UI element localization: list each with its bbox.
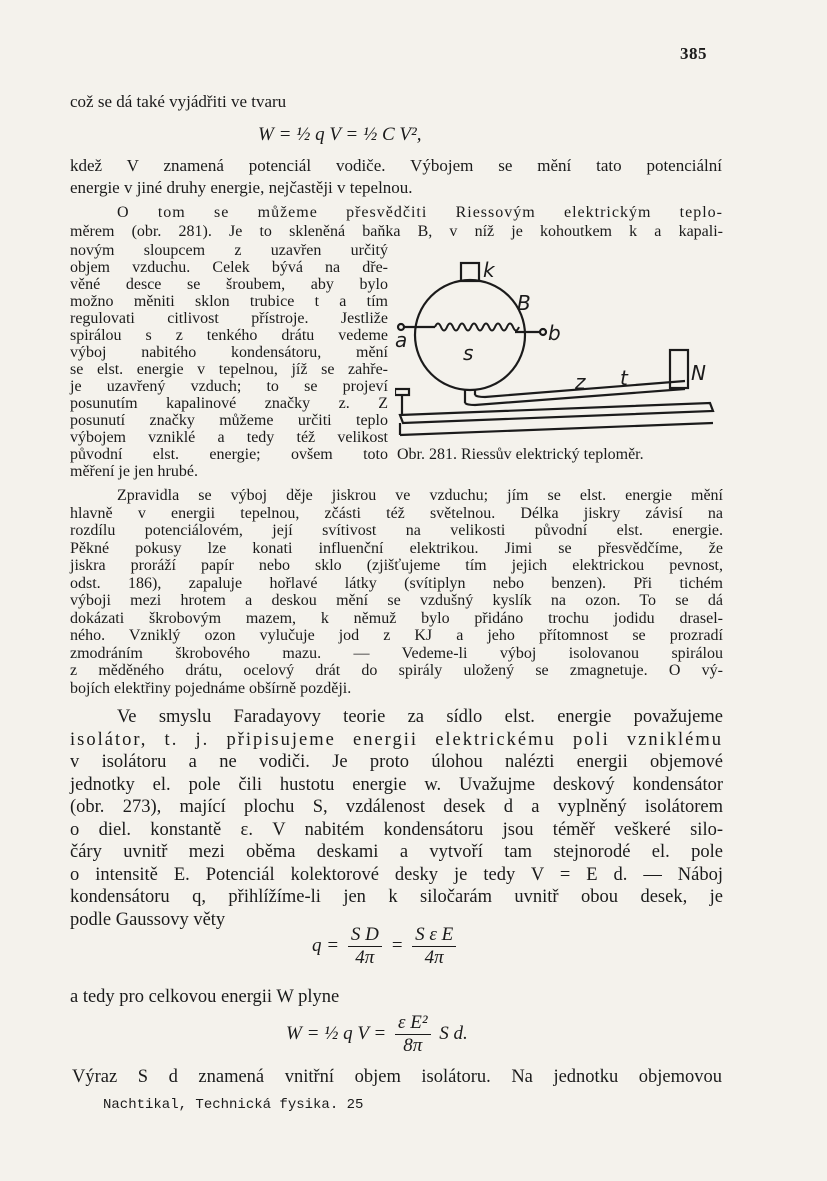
text-line: měrem (obr. 281). Je to skleněná baňka B, v níž je kohoutkem k a kapali- [70, 223, 723, 240]
text-line: Ve smyslu Faradayovy teorie za sídlo elst. energie považujeme [117, 707, 723, 727]
text-line: posunutí značky můžeme určiti teplo [70, 412, 388, 429]
label-a: a [395, 328, 408, 352]
text-line: bojích elektřiny pojednáme obšírně později. [70, 679, 352, 697]
text-line: v isolátoru a ne vodiči. Je proto úlohou nalézti energii objemové [70, 752, 723, 772]
text-line: novým sloupcem z uzavřen určitý [70, 242, 388, 259]
text-line: posunutím kapalinové značky z. Z [70, 395, 388, 412]
text-line: odst. 186), zapaluje hořlavé látky (svítiplyn nebo benzen). Při tichém [70, 574, 723, 592]
text-line: Pěkné pokusy lze konati influenční elektrikou. Jimi se přesvědčíme, že [70, 539, 723, 557]
text-line: (obr. 273), mající plochu S, vzdálenost desek d a vyplněný isolátorem [70, 797, 723, 817]
label-b-electrode: b [548, 321, 561, 345]
page-footer: Nachtikal, Technická fysika. 25 [103, 1097, 364, 1113]
text-line: ného. Vzniklý ozon vylučuje jod z KJ a jeho přítomnost se prozradí [70, 627, 723, 644]
equation-energy-capacitor: W = ½ q V = ½ C V², [258, 124, 422, 145]
text-line: z měděného drátu, ocelový drát do spirály uložený se zmagnetuje. O vý- [70, 662, 723, 679]
flask-b [415, 280, 525, 390]
text-line: výbojem vzniklé a tedy též velikost [70, 429, 388, 446]
text-line: objem vzduchu. Celek bývá na dře- [70, 259, 388, 276]
text-line: výboji mezi hrotem a deskou mění se vzdušný kyslík na ozon. To se dá [70, 592, 723, 609]
text-line: zmodráním škrobového mazu. — Vedeme-li výboj isolovanou spirálou [70, 644, 723, 662]
text-line: původní elst. energie; ovšem toto [70, 446, 388, 463]
label-b-flask: B [517, 291, 531, 315]
text-line: čáry uvnitř mezi oběma deskami a vytvoří tam stejnorodé el. pole [70, 842, 723, 862]
label-n: N [691, 361, 706, 385]
text-line: a tedy pro celkovou energii W plyne [70, 987, 340, 1007]
board [400, 403, 713, 423]
text-line: věné desce se šroubem, aby bylo [70, 276, 388, 293]
text-line: je uzavřený vzduch; to se projeví [70, 378, 388, 395]
text-line: Zpravidla se výboj děje jiskrou ve vzduchu; jím se elst. energie mění [117, 487, 723, 504]
label-s: s [463, 341, 474, 365]
text-line: spirálou s z tenkého drátu vedeme [70, 327, 388, 344]
text-line: o intensitě E. Potenciál kolektorové desky je tedy V = E d. — Náboj [70, 864, 723, 885]
text-line: možno měniti sklon trubice t a tím [70, 293, 388, 310]
figure-caption: Obr. 281. Riessův elektrický teploměr. [397, 446, 644, 463]
spiral-s [435, 324, 519, 331]
text-line: hlavně v energii tepelnou, zčásti též světelnou. Délka jiskry závisí na [70, 504, 723, 522]
text-line: isolátor, t. j. připisujeme energii elektrickému poli vzniklému [70, 729, 723, 750]
text-line: podle Gaussovy věty [70, 909, 226, 930]
figure-riess-thermometer [395, 255, 725, 455]
text-line: energie v jiné druhy energie, nejčastěji v tepelnou. [70, 178, 413, 197]
text-line: se elst. energie v tepelnou, jíž se zahře- [70, 361, 388, 378]
text-line: rozdílu potenciálovém, její svítivost na velikosti původní elst. energie. [70, 522, 723, 539]
text-line: dokázati škrobovým mazem, k němuž bylo přidáno trochu jodidu drasel- [70, 609, 723, 627]
label-k: k [483, 258, 495, 282]
label-t: t [620, 366, 628, 390]
text-line: o diel. konstantě ε. V nabitém kondensátoru jsou téměř veškeré silo- [70, 819, 723, 840]
text-line: jiskra proráží papír nebo sklo (zjišťujeme tím jejich elektrickou pevnost, [70, 557, 723, 574]
text-line: kondensátoru q, přihlížíme-li jen k siločarám uvnitř obou desek, je [70, 887, 723, 907]
label-z: z [575, 370, 586, 394]
stopcock-k [461, 263, 479, 281]
text-line: Výraz S d znamená vnitřní objem isolátoru. Na jednotku objemovou [72, 1067, 722, 1087]
page-number: 385 [680, 44, 707, 63]
text-line: O tom se můžeme přesvědčiti Riessovým elektrickým teplo- [117, 204, 723, 221]
text-line: jednotky el. pole čili hustotu energie w. Uvažujme deskový kondensátor [70, 774, 723, 795]
text-line: kdež V znamená potenciál vodiče. Výbojem se mění tato potenciální [70, 156, 722, 175]
text-line: měření je jen hrubé. [70, 463, 198, 480]
text-line: výboj nabitého kondensátoru, mění [70, 344, 388, 361]
text-line: regulovati citlivost přístroje. Jestliže [70, 310, 388, 327]
equation-charge: q = $\frac{\text{S D}}{4\pi}$ = $\frac{\text{S ε E}}{4\pi}$ [312, 924, 460, 969]
equation-total-energy: W = ½ q V = $\frac{\text{ε E²}}{8\pi}$ S d. [286, 1012, 468, 1056]
text-line: což se dá také vyjádřiti ve tvaru [70, 92, 287, 111]
